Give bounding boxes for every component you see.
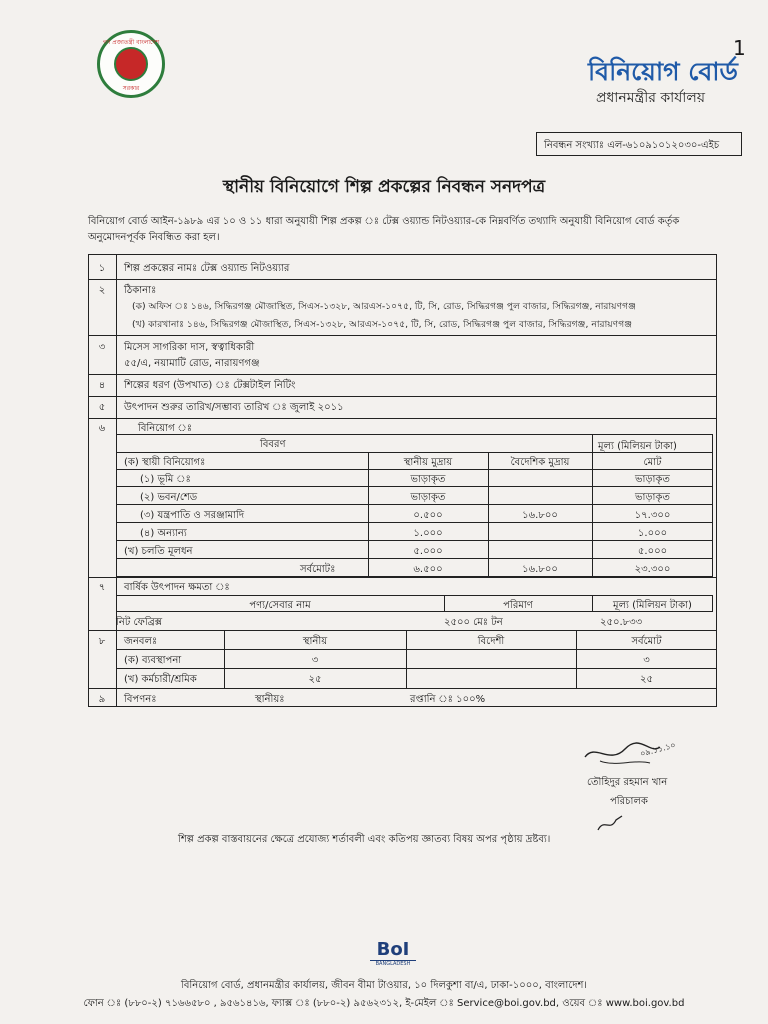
row-number: ৪	[98, 380, 106, 391]
capacity-label: বার্ষিক উৎপাদন ক্ষমতা ঃ	[124, 582, 230, 593]
marketing-export: রপ্তানি ঃ ১০০%	[410, 694, 486, 705]
marketing-local: স্থানীয়ঃ	[255, 694, 285, 705]
manpower-row-total: ৩	[643, 655, 650, 666]
item-label: (১) ভূমি ঃ	[140, 474, 191, 485]
item-label: (৩) যন্ত্রপাতি ও সরঞ্জামাদি	[140, 510, 245, 521]
initials-mark	[596, 812, 626, 834]
item-label: (৪) অন্যান্য	[140, 528, 187, 539]
manpower-local-header: স্থানীয়	[302, 636, 328, 647]
footer-contact: ফোন ঃ (৮৮০-২) ৭১৬৬৫৮০ , ৯৫৬১৪১৬, ফ্যাক্স ঃ (৮৮০-২) ৯৫৬২৩১২, ই-মেইল ঃ Service@boi.gov.bd, ওয়েব ঃ www.boi.gov.bd	[83, 998, 685, 1009]
boi-logo	[370, 940, 416, 976]
government-seal	[97, 30, 165, 98]
seal-top-text: গণ প্রজাতন্ত্রী বাংলাদেশ	[102, 39, 160, 46]
item-local: ভাড়াকৃত	[410, 474, 446, 485]
marketing-label: বিপণনঃ	[124, 694, 157, 705]
product-quantity: ২৫০০ মেঃ টন	[444, 617, 503, 628]
signature-date: ০৯.১১.১০	[639, 740, 677, 759]
manpower-label: জনবলঃ	[124, 636, 158, 647]
working-capital-local: ৫.০০০	[413, 546, 443, 557]
seal-bottom-text: সরকার	[122, 85, 140, 92]
fixed-investment-label: (ক) স্থায়ী বিনিয়োগঃ	[124, 457, 206, 468]
logo-subtext: BANGLADESH	[370, 960, 416, 967]
grand-total-label: সর্বমোটঃ	[300, 564, 336, 575]
grand-total-foreign: ১৬.৮০০	[522, 564, 558, 575]
item-total: ১৭.৩০০	[634, 510, 671, 521]
manpower-foreign-header: বিদেশী	[477, 636, 505, 647]
production-start-date: উৎপাদন শুরুর তারিখ/সম্ভাব্য তারিখ ঃ জুলাই ২০১১	[124, 402, 344, 413]
local-currency-header: স্থানীয় মুদ্রায়	[403, 457, 453, 468]
address-label: ঠিকানাঃ	[124, 285, 157, 296]
office-address: (ক) অফিস ঃ ১৪৬, সিদ্ধিরগঞ্জ মৌজাস্থিত, সিএস-১৩২৮, আরএস-১০৭৫, টি, সি, রোড, সিদ্ধিরগঞ্জ পুল বাজার, সিদ্ধিরগঞ্জ, নারায়ণগঞ্জ	[132, 301, 636, 312]
manpower-row-total: ২৫	[640, 674, 653, 685]
manpower-row-local: ২৫	[308, 674, 322, 685]
row-number: ১	[98, 263, 106, 274]
page-mark: 1	[733, 36, 746, 60]
item-total: ১.০০০	[637, 528, 668, 539]
signatory-name: তৌহিদুর রহমান খান	[587, 777, 668, 788]
foreign-currency-header: বৈদেশিক মুদ্রায়	[510, 457, 570, 468]
seal-map-icon	[114, 47, 148, 81]
row-divider	[88, 335, 717, 336]
product-header: পণ্য/সেবার নাম	[249, 600, 311, 611]
product-name: নিট ফেব্রিক্স	[116, 617, 163, 628]
manpower-row-label: (ক) ব্যবস্থাপনা	[124, 655, 182, 666]
owner-address: ৫৫/এ, নয়ামাটি রোড, নারায়ণগঞ্জ	[124, 358, 260, 369]
brand-subtitle: প্রধানমন্ত্রীর কার্যালয়	[596, 90, 706, 106]
product-value: ২৫০.৮৩৩	[600, 617, 643, 628]
working-capital-total: ৫.০০০	[637, 546, 668, 557]
row-number: ৬	[98, 423, 106, 434]
quantity-header: পরিমাণ	[503, 600, 533, 611]
value-header: মূল্য (মিলিয়ন টাকা)	[613, 600, 692, 611]
working-capital-label: (খ) চলতি মূলধন	[124, 546, 193, 557]
owner-name: মিসেস সাগরিকা দাস, স্বত্বাধিকারী	[124, 342, 255, 353]
logo-text: BoI	[376, 939, 410, 960]
intro-paragraph: বিনিয়োগ বোর্ড আইন-১৯৮৯ এর ১০ ও ১১ ধারা অনুযায়ী শিল্প প্রকল্প ঃ টেক্স ওয়্যান্ড নিটওয়্যার-কে নিম্নবর্ণিত তথ্যাদি অনুযায়ী বিনিয়োগ বোর্ড কর্তৃক অনুমোদনপূর্বক নিবন্ধিত করা হল।	[88, 216, 680, 243]
row-number: ৮	[98, 636, 106, 647]
industry-type: শিল্পের ধরণ (উপখাত) ঃ টেক্সটাইল নিটিং	[124, 380, 296, 391]
project-name: শিল্প প্রকল্পের নামঃ টেক্স ওয়্যান্ড নিটওয়্যার	[124, 263, 290, 274]
registration-number: নিবন্ধন সংখ্যাঃ এল-৬১০৯১০১২০৩০-এইচ	[536, 132, 742, 156]
description-header: বিবরণ	[260, 439, 286, 450]
row-number: ২	[98, 285, 106, 296]
item-label: (২) ভবন/শেড	[140, 492, 198, 503]
item-local: ০.৫০০	[413, 510, 443, 521]
brand-title: বিনিয়োগ বোর্ড	[588, 57, 738, 86]
item-local: ১.০০০	[413, 528, 443, 539]
item-foreign: ১৬.৮০০	[522, 510, 558, 521]
item-total: ভাড়াকৃত	[635, 474, 670, 485]
manpower-total-header: সর্বমোট	[631, 636, 662, 647]
manpower-row-local: ৩	[311, 655, 319, 666]
manpower-row-label: (খ) কর্মচারী/শ্রমিক	[124, 674, 197, 685]
item-total: ভাড়াকৃত	[635, 492, 670, 503]
terms-note: শিল্প প্রকল্প বাস্তবায়নের ক্ষেত্রে প্রযোজ্য শর্তাবলী এবং কতিপয় জ্ঞাতব্য বিষয় অপর পৃষ্ঠায় দ্রষ্টব্য।	[178, 834, 551, 845]
row-number: ৯	[98, 694, 106, 705]
signatory-title: পরিচালক	[610, 796, 648, 807]
row-divider	[88, 418, 717, 419]
footer-address: বিনিয়োগ বোর্ড, প্রধানমন্ত্রীর কার্যালয়, জীবন বীমা টাওয়ার, ১০ দিলকুশা বা/এ, ঢাকা-১০০০, বাংলাদেশ।	[180, 980, 588, 991]
factory-address: (খ) কারখানাঃ ১৪৬, সিদ্ধিরগঞ্জ মৌজাস্থিত, সিএস-১৩২৮, আরএস-১০৭৫, টি, সি, রোড, সিদ্ধিরগঞ্জ পুল বাজার, সিদ্ধিরগঞ্জ, নারায়ণগঞ্জ	[132, 319, 633, 330]
grand-total-local: ৬.৫০০	[413, 564, 443, 575]
row-number: ৫	[98, 402, 106, 413]
grand-total-total: ২৩.৩০০	[634, 564, 671, 575]
item-local: ভাড়াকৃত	[410, 492, 446, 503]
row-number: ৩	[98, 342, 106, 353]
row-number: ৭	[98, 582, 106, 593]
value-header: মূল্য (মিলিয়ন টাকা)	[598, 441, 677, 452]
total-header: মোট	[643, 457, 662, 468]
row-divider	[88, 396, 717, 397]
investment-label: বিনিয়োগ ঃ	[138, 423, 193, 434]
certificate-title: স্থানীয় বিনিয়োগে শিল্প প্রকল্পের নিবন্ধন সনদপত্র	[222, 177, 546, 197]
row-divider	[88, 374, 717, 375]
row-divider	[88, 279, 717, 280]
